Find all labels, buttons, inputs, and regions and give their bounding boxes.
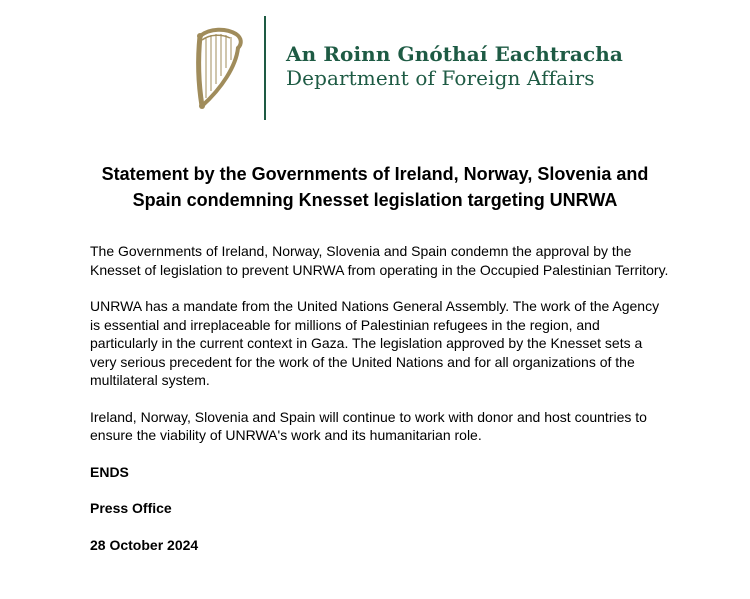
header-divider <box>264 16 266 120</box>
statement-date: 28 October 2024 <box>90 536 199 553</box>
press-office: Press Office <box>90 500 172 516</box>
statement-body <box>90 242 670 572</box>
paragraph-condemnation: The Governments of Ireland, Norway, Slovenia and Spain condemn the approval by the Knesset of legislation to prevent UNRWA from operating in the Occupied Palestinian Territory. <box>90 243 669 278</box>
paragraph-mandate: UNRWA has a mandate from the United Nations General Assembly. The work of the Agency is essential and irreplaceable for millions of Palestinian refugees in the region, and particularly in the current context in Gaza. The legislation approved by the Knesset sets a very serious precedent for the work of the United Nations and for all organizations of the multilateral system. <box>90 298 660 388</box>
department-name-english: Department of Foreign Affairs <box>286 66 595 90</box>
paragraph-commitment: Ireland, Norway, Slovenia and Spain will continue to work with donor and host countries to ensure the viability of UNRWA's work and its humanitarian role. <box>90 408 647 443</box>
department-name-irish: An Roinn Gnóthaí Eachtracha <box>286 42 623 66</box>
letterhead <box>0 0 750 130</box>
ends-marker: ENDS <box>90 463 129 480</box>
statement-title-line-2: Spain condemning Knesset legislation targeting UNRWA <box>132 190 618 210</box>
statement-title <box>60 161 690 213</box>
harp-icon <box>192 26 246 110</box>
statement-title-line-1: Statement by the Governments of Ireland, Norway, Slovenia and <box>101 164 649 184</box>
